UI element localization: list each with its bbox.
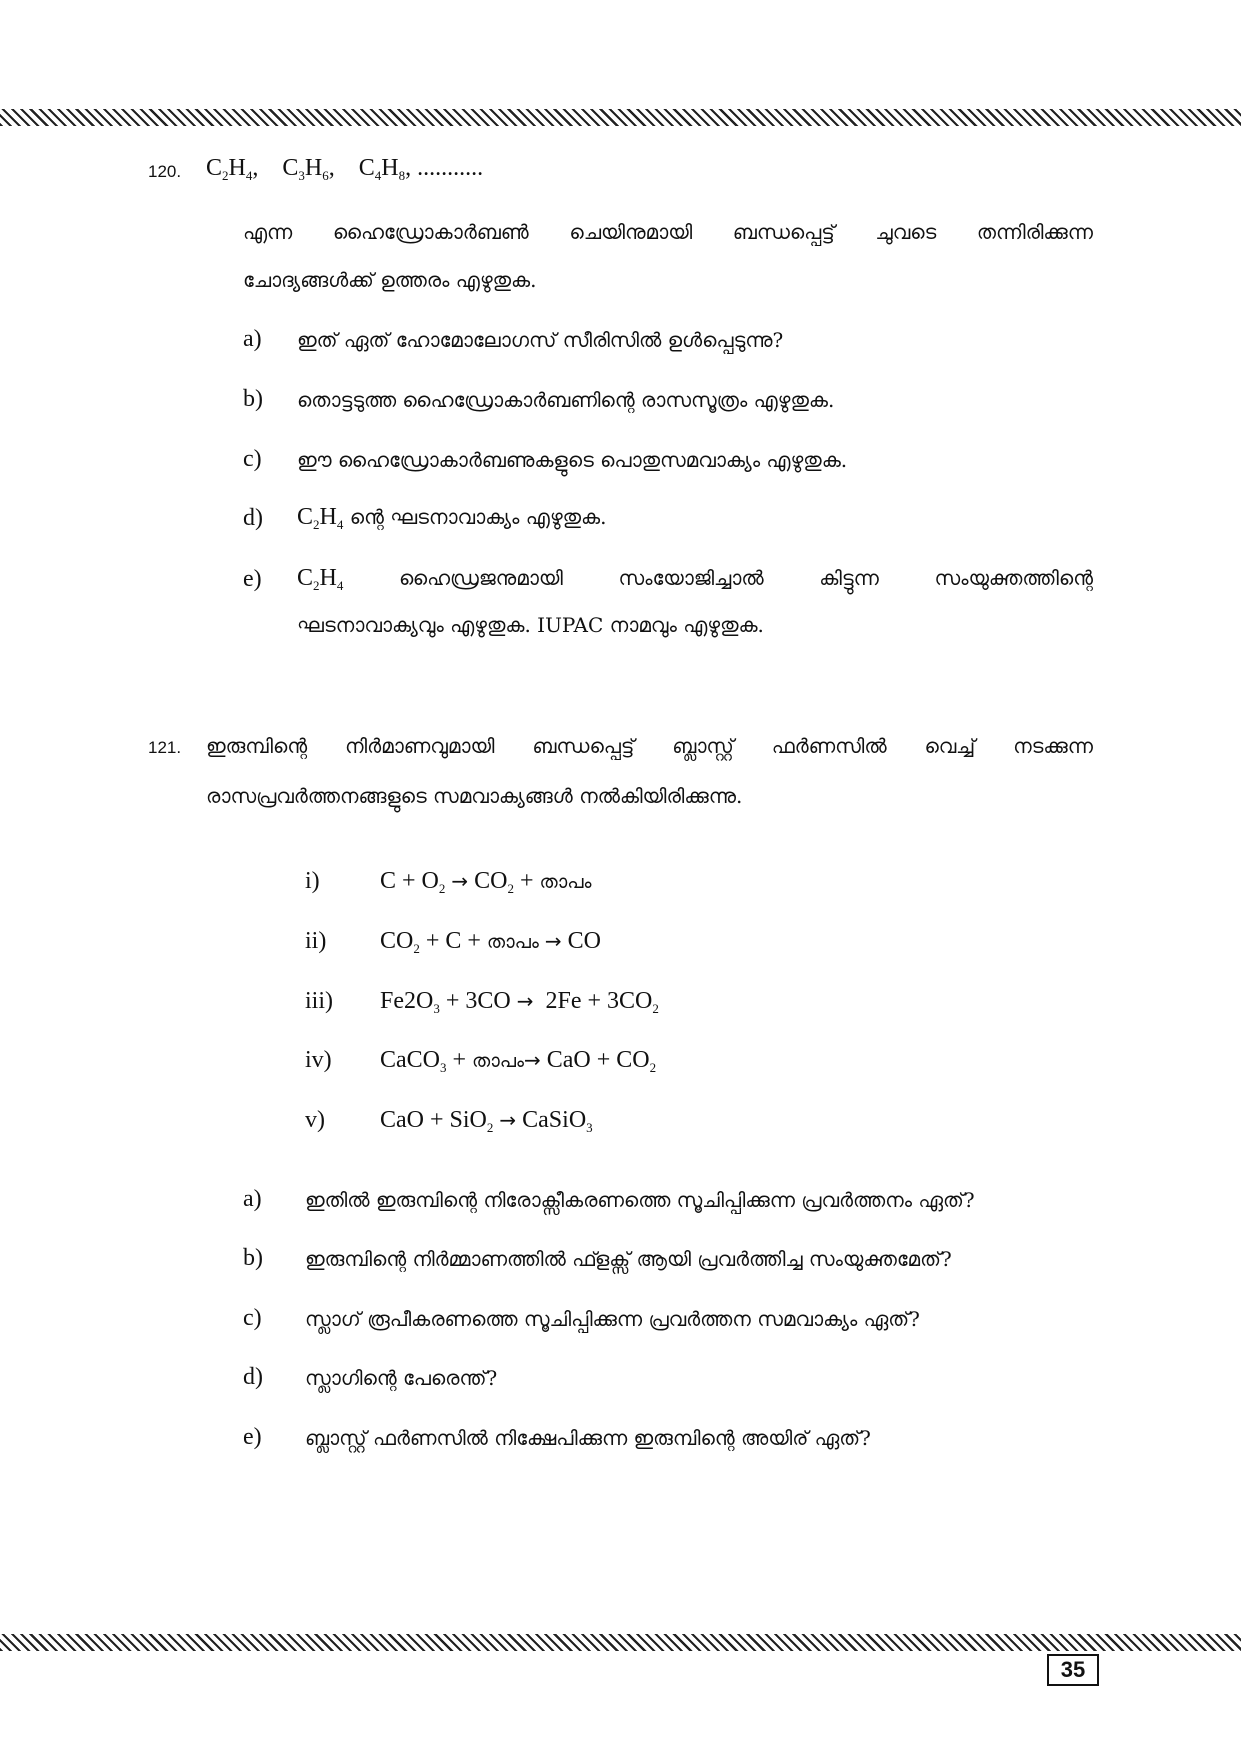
equation-3-label: iii) bbox=[305, 988, 333, 1014]
top-hatch-border bbox=[0, 109, 1241, 126]
equation-2-label: ii) bbox=[305, 928, 327, 954]
q120-item-e-label: e) bbox=[243, 566, 262, 592]
q121-item-b-label: b) bbox=[243, 1245, 263, 1271]
q120-intro-line-1: എന്ന ഹൈഡ്രോകാർബൺ ചെയിനുമായി ബന്ധപ്പെട്ട് ചുവടെ തന്നിരിക്കുന്ന bbox=[243, 220, 1093, 244]
q121-intro-line-2: രാസപ്രവർത്തനങ്ങളുടെ സമവാക്യങ്ങൾ നൽകിയിരിക്കുന്നു. bbox=[206, 784, 743, 808]
q121-item-e-text: ബ്ലാസ്റ്റ് ഫർണസിൽ നിക്ഷേപിക്കുന്ന ഇരുമ്പിന്റെ അയിര് ഏത്? bbox=[305, 1426, 871, 1450]
q120-item-d-text: $C_2H_4$ ന്റെ ഘടനാവാക്യം എഴുതുക. bbox=[297, 504, 607, 532]
page-number: 35 bbox=[1047, 1654, 1099, 1686]
q121-item-d-text: സ്ലാഗിന്റെ പേരെന്ത്? bbox=[305, 1366, 498, 1390]
ethene-formula: $C_2H_4$ bbox=[297, 565, 344, 593]
q120-item-b-text: തൊട്ടടുത്ത ഹൈഡ്രോകാർബണിന്റെ രാസസൂത്രം എഴുതുക. bbox=[297, 388, 835, 412]
q121-item-a-text: ഇതിൽ ഇരുമ്പിന്റെ നിരോക്സീകരണത്തെ സൂചിപ്പിക്കുന്ന പ്രവർത്തനം ഏത്? bbox=[305, 1188, 975, 1212]
series-term-1: $C_2H_4$, bbox=[206, 155, 259, 183]
equation-3: $Fe2O_3 + 3CO \to 2Fe + 3CO_2$ bbox=[380, 988, 659, 1016]
q121-intro-line-1: ഇരുമ്പിന്റെ നിർമാണവുമായി ബന്ധപ്പെട്ട് ബ്ലാസ്റ്റ് ഫർണസിൽ വെച്ച് നടക്കുന്ന bbox=[206, 734, 1093, 758]
q120-item-e-text: $C_2H_4$ ഹൈഡ്രജനുമായി സംയോജിച്ചാൽ കിട്ടുന്ന സംയുക്തത്തിന്റെ bbox=[297, 565, 1093, 593]
equation-4-label: iv) bbox=[305, 1047, 332, 1073]
bottom-hatch-border bbox=[0, 1634, 1241, 1651]
q120-item-a-label: a) bbox=[243, 326, 262, 352]
q121-item-c-label: c) bbox=[243, 1305, 262, 1331]
equation-1: $C + O_2 \to CO_2$ + താപം bbox=[380, 868, 592, 896]
equation-4: CaCO$_3$ + താപം→ CaO + $CO_2$ bbox=[380, 1047, 657, 1075]
q120-item-d-label: d) bbox=[243, 505, 263, 531]
q121-item-b-text: ഇരുമ്പിന്റെ നിർമ്മാണത്തിൽ ഫ്ളക്സ് ആയി പ്രവർത്തിച്ച സംയുക്തമേത്? bbox=[305, 1247, 952, 1271]
series-term-2: $C_3H_6$, bbox=[282, 155, 335, 183]
equation-5-label: v) bbox=[305, 1107, 325, 1133]
question-121-number: 121. bbox=[148, 738, 182, 757]
equation-1-label: i) bbox=[305, 868, 320, 894]
q121-item-d-label: d) bbox=[243, 1364, 263, 1390]
q120-item-b-label: b) bbox=[243, 386, 263, 412]
q121-item-e-label: e) bbox=[243, 1424, 262, 1450]
q120-intro-line-2: ചോദ്യങ്ങൾക്ക് ഉത്തരം എഴുതുക. bbox=[243, 268, 537, 292]
q120-item-c-text: ഈ ഹൈഡ്രോകാർബണുകളുടെ പൊതുസമവാക്യം എഴുതുക. bbox=[297, 448, 848, 472]
q120-item-c-label: c) bbox=[243, 446, 262, 472]
series-term-3: $C_4H_8$, ........... bbox=[358, 155, 484, 183]
question-120-number: 120. bbox=[148, 162, 182, 181]
q121-item-a-label: a) bbox=[243, 1186, 262, 1212]
q121-item-c-text: സ്ലാഗ് രൂപീകരണത്തെ സൂചിപ്പിക്കുന്ന പ്രവർത്തന സമവാക്യം ഏത്? bbox=[305, 1307, 920, 1331]
q120-item-a-text: ഇത് ഏത് ഹോമോലോഗസ് സീരിസിൽ ഉൾപ്പെടുന്നു? bbox=[297, 328, 784, 352]
equation-2: $CO_2 + C$ + താപം → CO bbox=[380, 928, 601, 956]
ethene-formula: $C_2H_4$ bbox=[297, 504, 344, 532]
hydrocarbon-series bbox=[206, 156, 483, 182]
equation-5: CaO + SiO$_2$ → CaSiO$_3$ bbox=[380, 1107, 593, 1135]
q120-item-e-text-2: ഘടനാവാക്യവും എഴുതുക. IUPAC നാമവും എഴുതുക. bbox=[297, 613, 764, 637]
